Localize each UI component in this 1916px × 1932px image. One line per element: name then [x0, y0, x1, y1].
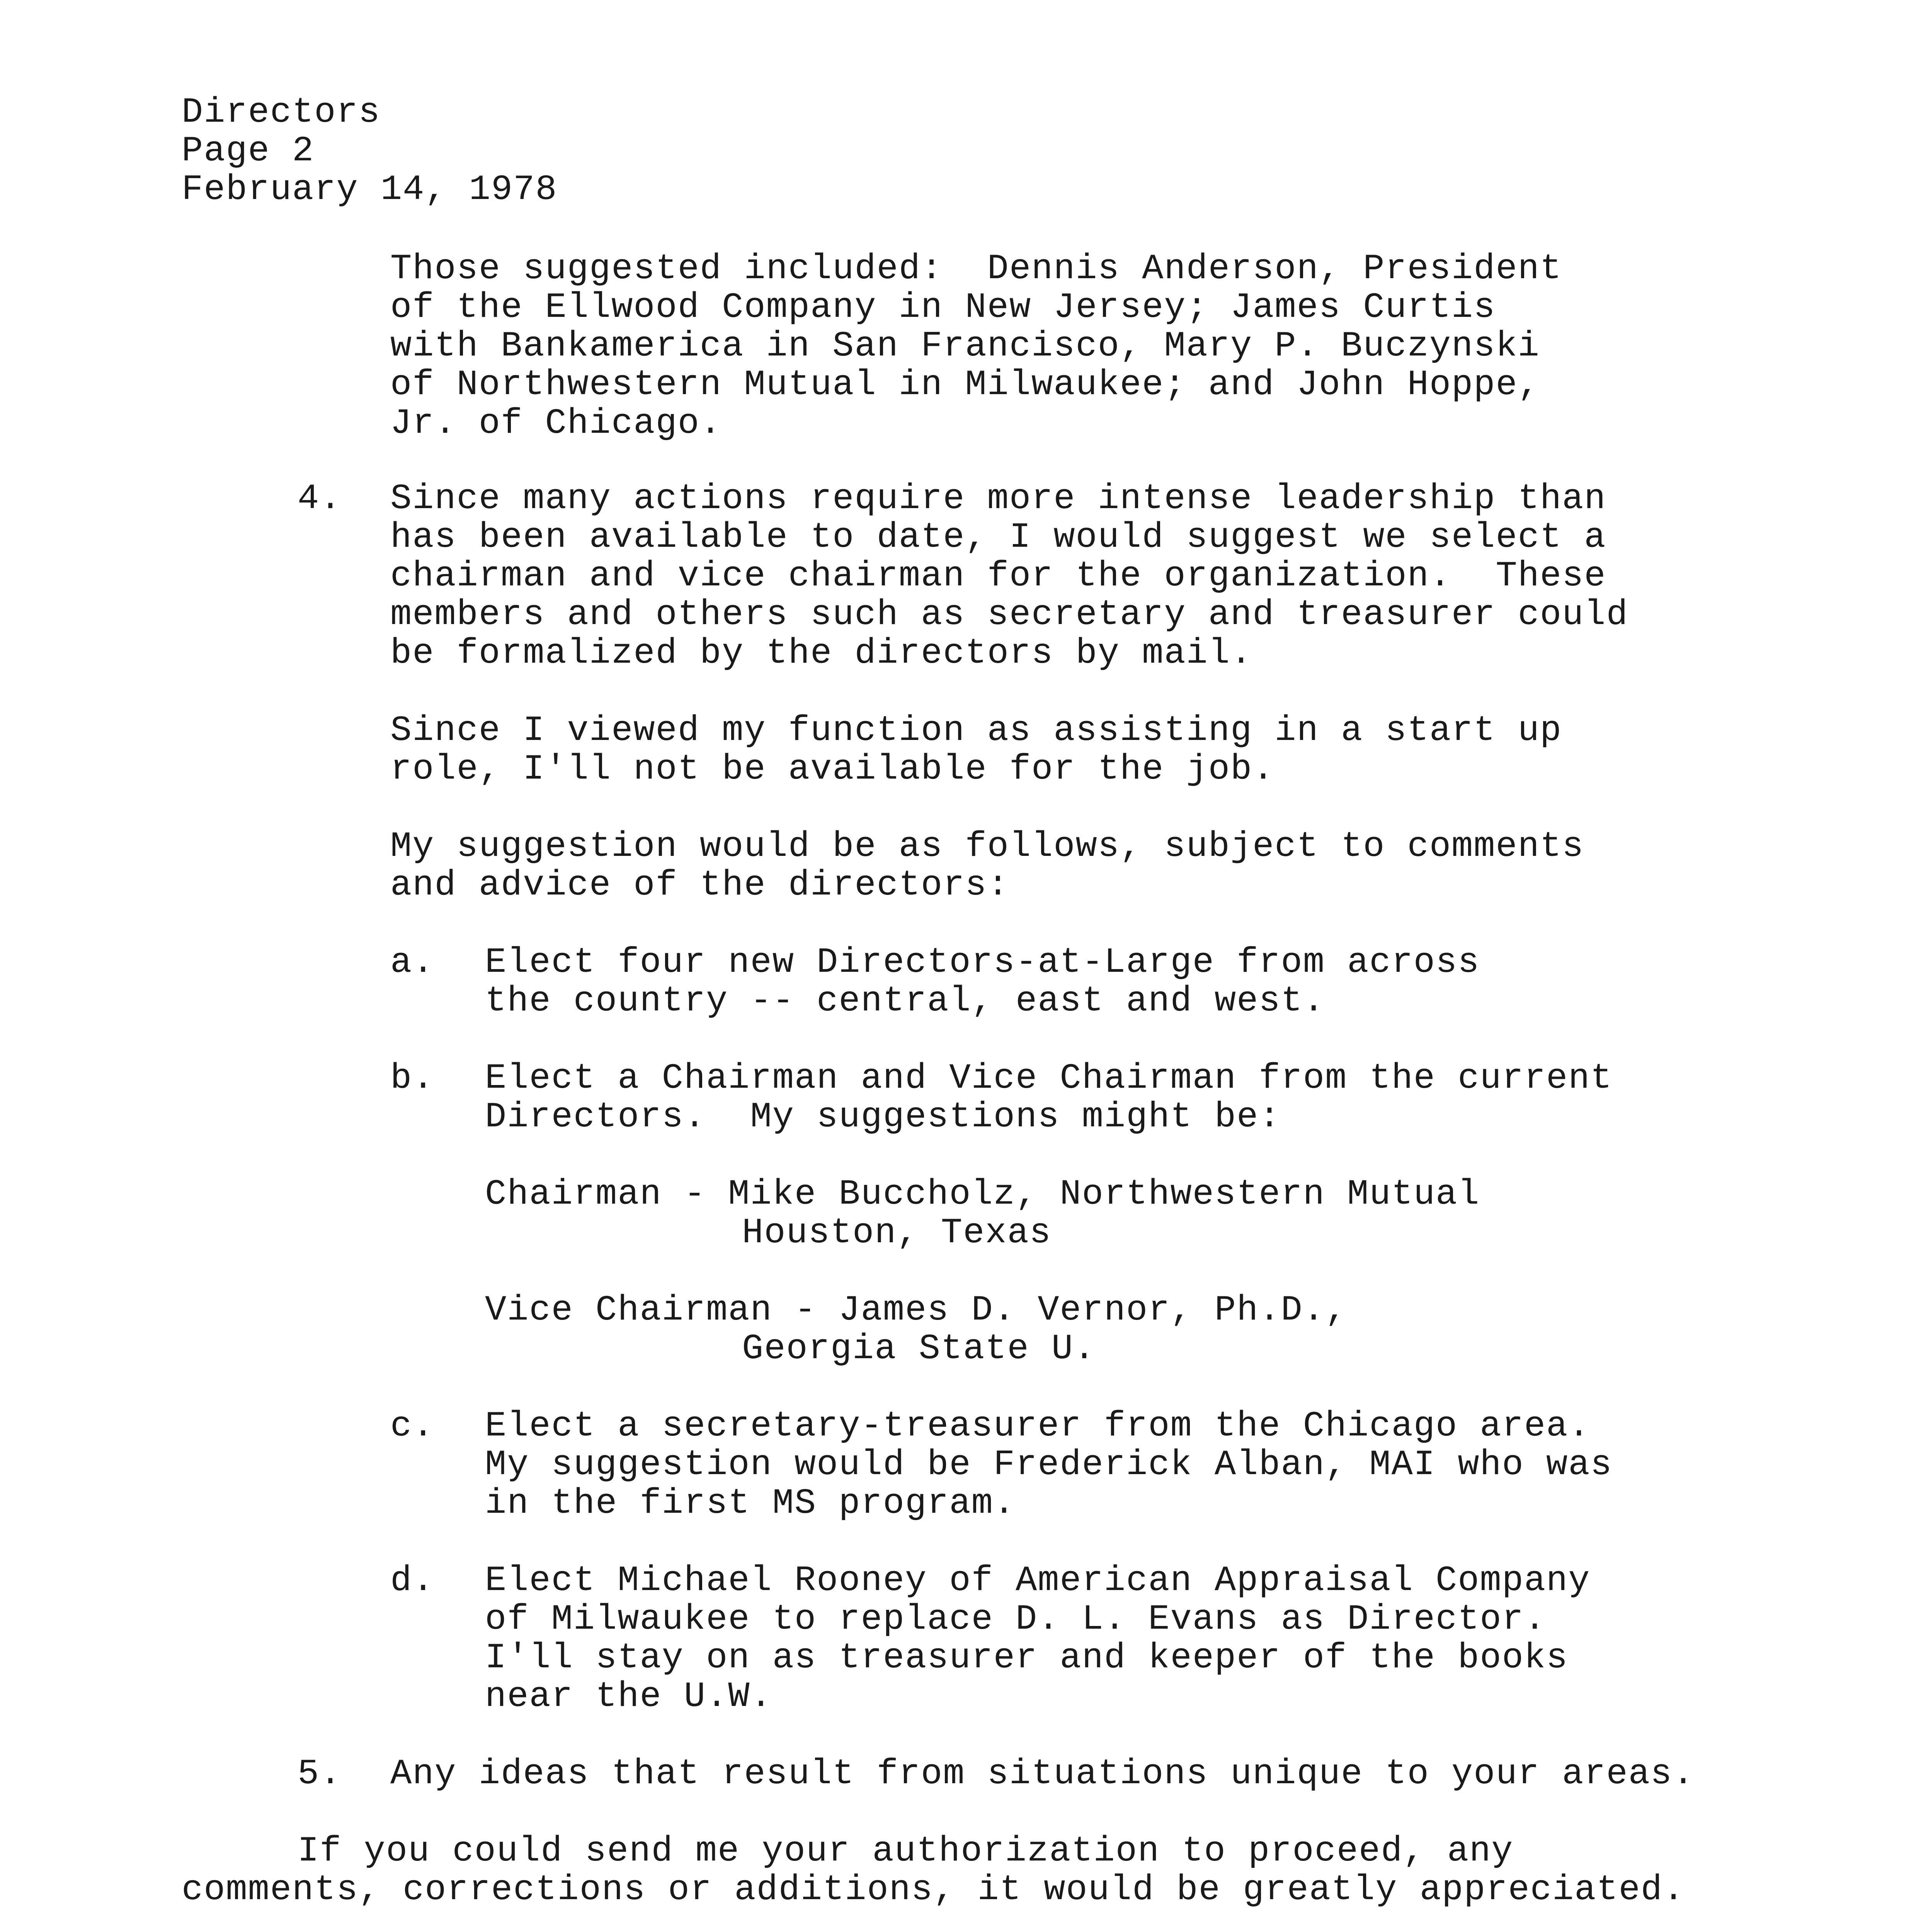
sub-c-line: My suggestion would be Frederick Alban, MAI who was [485, 1444, 1613, 1485]
vice-chairman-affiliation: Georgia State U. [742, 1328, 1096, 1369]
sub-a-line: Elect four new Directors-at-Large from across [485, 942, 1480, 983]
item4-line: members and others such as secretary and treasurer could [390, 594, 1628, 635]
header-date: February 14, 1978 [182, 169, 558, 210]
sub-c-line: Elect a secretary-treasurer from the Chicago area. [485, 1406, 1591, 1446]
sub-b-line: Elect a Chairman and Vice Chairman from the current [485, 1058, 1613, 1099]
item4-line: has been available to date, I would suggest we select a [390, 517, 1606, 558]
intro-line: Jr. of Chicago. [390, 403, 722, 444]
item4-para2-line: Since I viewed my function as assisting in a start up [390, 710, 1562, 751]
closing-paragraph-line: comments, corrections or additions, it would be greatly appreciated. [182, 1869, 1685, 1910]
sub-b-line: Directors. My suggestions might be: [485, 1097, 1281, 1137]
closing-paragraph-line: If you could send me your authorization to proceed, any [298, 1831, 1514, 1871]
header-addressee: Directors [182, 92, 381, 133]
sub-d-line: near the U.W. [485, 1676, 773, 1717]
item5-text: Any ideas that result from situations unique to your areas. [390, 1753, 1695, 1794]
sub-a-line: the country -- central, east and west. [485, 981, 1325, 1021]
sub-letter: a. [390, 942, 435, 983]
chairman-suggestion: Chairman - Mike Buccholz, Northwestern Mutual [485, 1174, 1480, 1214]
sub-letter: c. [390, 1406, 435, 1446]
item4-line: Since many actions require more intense leadership than [390, 478, 1606, 519]
sub-c-line: in the first MS program. [485, 1483, 1016, 1524]
intro-line: of the Ellwood Company in New Jersey; James Curtis [390, 287, 1496, 328]
sub-letter: d. [390, 1560, 435, 1601]
item-number: 4. [298, 478, 342, 519]
sub-d-line: of Milwaukee to replace D. L. Evans as Director. [485, 1599, 1547, 1639]
intro-line: with Bankamerica in San Francisco, Mary P. Buczynski [390, 326, 1540, 366]
item4-para3-line: and advice of the directors: [390, 865, 1009, 905]
item-number: 5. [298, 1753, 342, 1794]
item4-line: chairman and vice chairman for the organization. These [390, 556, 1606, 596]
intro-line: of Northwestern Mutual in Milwaukee; and John Hoppe, [390, 364, 1540, 405]
chairman-location: Houston, Texas [742, 1213, 1052, 1253]
header-page-number: Page 2 [182, 131, 315, 171]
item4-para3-line: My suggestion would be as follows, subject to comments [390, 826, 1584, 867]
item4-para2-line: role, I'll not be available for the job. [390, 749, 1275, 789]
sub-d-line: Elect Michael Rooney of American Appraisal Company [485, 1560, 1591, 1601]
sub-letter: b. [390, 1058, 435, 1099]
vice-chairman-suggestion: Vice Chairman - James D. Vernor, Ph.D., [485, 1290, 1348, 1330]
intro-line: Those suggested included: Dennis Anderson, President [390, 248, 1562, 289]
sub-d-line: I'll stay on as treasurer and keeper of the books [485, 1638, 1569, 1678]
item4-line: be formalized by the directors by mail. [390, 633, 1253, 673]
